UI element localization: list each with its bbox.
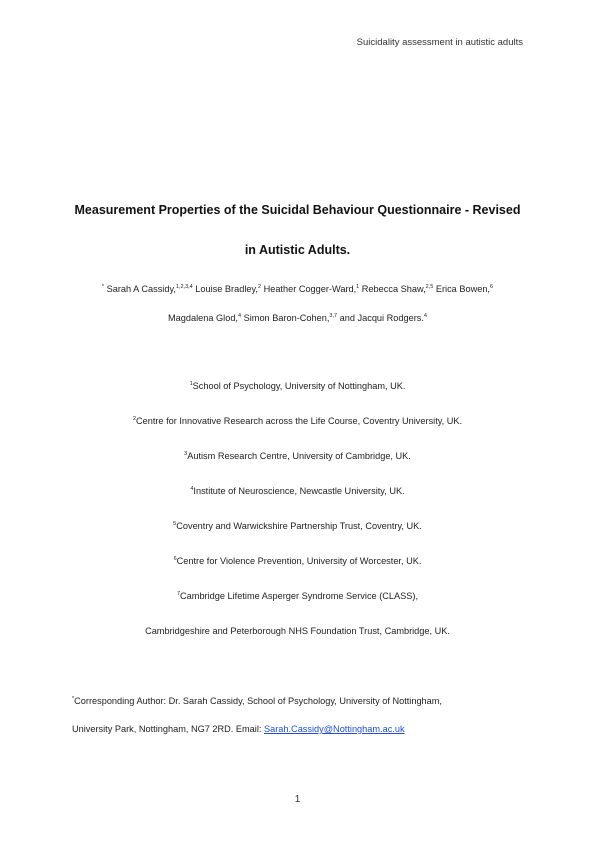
page-number: 1 (294, 794, 301, 805)
affiliation-6 (0, 556, 595, 566)
affiliation-text: Autism Research Centre, University of Cambridge, UK. (187, 451, 411, 461)
affiliation-4 (0, 486, 595, 496)
corresponding-author-line-2 (72, 724, 405, 734)
author-affiliation-sup: 2 (257, 283, 262, 290)
affiliation-text: Institute of Neuroscience, Newcastle University, UK. (193, 486, 405, 496)
affiliation-number: 1 (189, 380, 193, 387)
paper-title-line-1: Measurement Properties of the Suicidal Behaviour Questionnaire - Revised (74, 203, 521, 217)
corresponding-text: Corresponding Author: Dr. Sarah Cassidy, School of Psychology, University of Nottingham, (74, 696, 442, 706)
corresponding-author-line-1 (72, 696, 442, 706)
author-name: Magdalena Glod, (168, 313, 238, 323)
affiliation-text: Centre for Innovative Research across the Life Course, Coventry University, UK. (135, 416, 463, 426)
author-affiliation-sup: 1 (356, 283, 360, 290)
affiliation-number: 5 (173, 520, 177, 527)
affiliation-7 (0, 591, 595, 601)
author-name: Simon Baron-Cohen, (243, 313, 330, 323)
affiliation-number: 3 (184, 450, 188, 457)
affiliation-2 (0, 416, 595, 426)
affiliation-number: 2 (132, 415, 136, 422)
author-affiliation-sup: 2,5 (425, 283, 434, 290)
author-line-1 (0, 284, 595, 294)
email-link[interactable]: Sarah.Cassidy@Nottingham.ac.uk (263, 724, 405, 734)
affiliation-number: 4 (190, 485, 194, 492)
paper-title-line-2: in Autistic Adults. (244, 243, 351, 257)
author-affiliation-sup: 4 (238, 312, 242, 319)
author-name: Heather Cogger-Ward, (263, 284, 357, 294)
affiliation-text: Coventry and Warwickshire Partnership Trust, Coventry, UK. (176, 521, 422, 531)
author-affiliation-sup: 6 (490, 283, 494, 290)
author-name: and Jacqui Rodgers. (339, 313, 424, 323)
author-name: Rebecca Shaw, (361, 284, 426, 294)
corresponding-address: University Park, Nottingham, NG7 2RD. Email: (72, 724, 264, 734)
affiliation-number: 6 (173, 555, 177, 562)
affiliation-text: Cambridge Lifetime Asperger Syndrome Service (CLASS), (180, 591, 418, 601)
author-affiliation-sup: 1,2,3,4 (175, 283, 193, 290)
author-name: Erica Bowen, (435, 284, 490, 294)
affiliation-number: 7 (176, 590, 181, 597)
affiliation-5 (0, 521, 595, 531)
author-line-2 (0, 313, 595, 323)
corresponding-mark: * (101, 283, 105, 290)
author-affiliation-sup: 3,7 (329, 312, 338, 319)
author-name: Sarah A Cassidy, (106, 284, 176, 294)
affiliation-3 (0, 451, 595, 461)
affiliation-text: School of Psychology, University of Nottingham, UK. (192, 381, 406, 391)
affiliation-text: Centre for Violence Prevention, University of Worcester, UK. (176, 556, 422, 566)
author-name: Louise Bradley, (195, 284, 258, 294)
affiliation-7-continuation: Cambridgeshire and Peterborough NHS Foundation Trust, Cambridge, UK. (145, 626, 450, 636)
running-head: Suicidality assessment in autistic adults (356, 37, 523, 48)
author-affiliation-sup: 4 (423, 312, 427, 319)
affiliation-1 (0, 381, 595, 391)
corresponding-mark: * (72, 695, 75, 702)
